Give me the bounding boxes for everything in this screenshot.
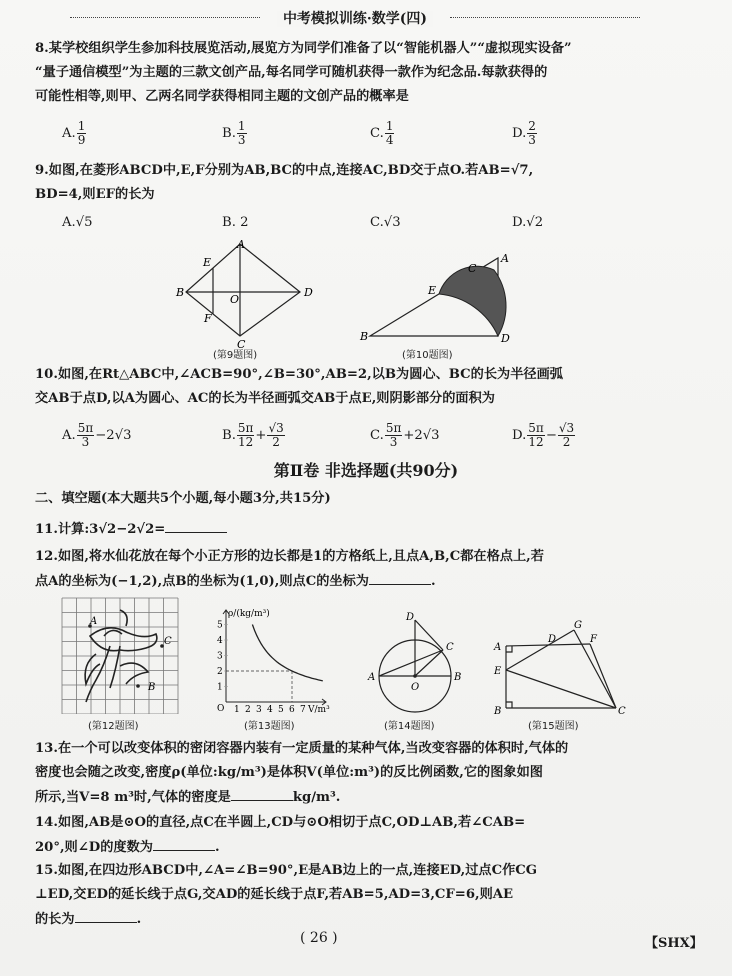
q8-option-d: D. $\frac{2}{3}$ bbox=[512, 119, 536, 147]
q9-option-d: D.√2 bbox=[512, 215, 544, 230]
fig15-label-g: G bbox=[574, 620, 582, 631]
fig13-xtick: 5 bbox=[278, 705, 284, 715]
fig15-label-f: F bbox=[590, 634, 597, 645]
figure-13-graph bbox=[208, 604, 338, 716]
paper-code: 【SHX】 bbox=[645, 936, 703, 951]
q9-option-c: C.√3 bbox=[370, 215, 401, 230]
q8-line2: “量子通信模型”为主题的三款文创产品,每名同学可随机获得一款作为纪念品.每款获得的 bbox=[35, 65, 548, 80]
page-header bbox=[70, 8, 640, 28]
q11-text: 11.计算:3√2−2√2= bbox=[35, 522, 166, 537]
fig13-xtick: 2 bbox=[245, 705, 251, 715]
q11 bbox=[35, 518, 227, 541]
figure-10-triangle bbox=[358, 248, 518, 348]
fig14-label-b: B bbox=[454, 672, 462, 683]
fig14-label-c: C bbox=[446, 642, 454, 653]
fig13-xtick: 6 bbox=[289, 705, 295, 715]
fig13-origin: O bbox=[217, 704, 225, 714]
fig10-label-e: E bbox=[428, 284, 437, 297]
section-title: 第Ⅱ卷 非选择题(共90分) bbox=[273, 461, 459, 480]
q8-line3: 可能性相等,则甲、乙两名同学获得相同主题的文创产品的概率是 bbox=[35, 89, 409, 104]
fig15-label-a: A bbox=[494, 642, 502, 653]
q10-option-b: B. $\frac{5\pi}{12}$ + $\frac{√3}{2}$ bbox=[222, 421, 284, 449]
fig13-ylabel: ρ/(kg/m³) bbox=[228, 609, 270, 619]
fig13-ytick: 2 bbox=[217, 667, 223, 677]
fig13-ytick: 5 bbox=[217, 620, 223, 631]
q10-line1: 10.如图,在Rt△ABC中,∠ACB=90°,∠B=30°,AB=2,以B为圆心、BC的长为半径画弧 bbox=[35, 367, 563, 382]
fig9-caption: (第9题图) bbox=[213, 350, 258, 361]
q13-line2: 密度也会随之改变,密度ρ(单位:kg/m³)是体积V(单位:m³)的反比例函数,它的图象如图 bbox=[35, 765, 543, 780]
q9-option-b: B. 2 bbox=[222, 215, 249, 230]
fig15-label-b: B bbox=[494, 706, 502, 716]
fig15-label-d: D bbox=[548, 634, 557, 645]
q10-option-a: A. $\frac{5\pi}{3}$ −2√3 bbox=[62, 421, 132, 449]
fig10-label-d: C bbox=[468, 262, 477, 275]
fig14-label-a: A bbox=[368, 672, 376, 683]
q9-line1: 9.如图,在菱形ABCD中,E,F分别为AB,BC的中点,连接AC,BD交于点O.若AB=√7, bbox=[35, 163, 534, 178]
header-rule-right bbox=[450, 17, 640, 18]
fig10-label-a: A bbox=[501, 252, 509, 265]
fig13-xtick: 3 bbox=[256, 705, 262, 715]
fig12-caption: (第12题图) bbox=[88, 721, 139, 732]
q11-blank bbox=[165, 518, 227, 533]
fig13-ytick: 4 bbox=[217, 636, 223, 646]
q15-blank bbox=[75, 908, 137, 923]
fig13-xtick: 4 bbox=[267, 705, 273, 715]
fig10-label-c: D bbox=[501, 332, 510, 345]
header-rule-left bbox=[70, 17, 260, 18]
q8-line1: 8.某学校组织学生参加科技展览活动,展览方为同学们准备了以“智能机器人”“虚拟现实设备” bbox=[35, 41, 572, 56]
fig12-label-c: C bbox=[164, 636, 172, 647]
q13-line1: 13.在一个可以改变体积的密闭容器内装有一定质量的某种气体,当改变容器的体积时,气体的 bbox=[35, 741, 569, 756]
q12-line2: 点A的坐标为(−1,2),点B的坐标为(1,0),则点C的坐标为 . bbox=[35, 570, 436, 593]
fig9-label-c: C bbox=[237, 338, 246, 348]
q13-blank bbox=[231, 786, 293, 801]
fig15-caption: (第15题图) bbox=[528, 721, 579, 732]
q15-line2: ⊥ED,交ED的延长线于点G,交AD的延长线于点F,若AB=5,AD=3,CF=6,则AE bbox=[35, 887, 514, 902]
fig12-label-a: A bbox=[90, 616, 98, 627]
fig13-xlabel: V/m³ bbox=[308, 705, 330, 715]
q9-option-a: A.√5 bbox=[62, 215, 93, 230]
page-number: ( 26 ) bbox=[300, 930, 338, 946]
fig9-label-d: D bbox=[304, 286, 313, 299]
q10-option-d: D. $\frac{5\pi}{12}$ − $\frac{√3}{2}$ bbox=[512, 421, 575, 449]
q8-option-c: C. $\frac{1}{4}$ bbox=[370, 119, 394, 147]
q13-line3: 所示,当V=8 m³时,气体的密度是 kg/m³. bbox=[35, 786, 340, 809]
fig10-label-b: B bbox=[360, 330, 369, 343]
q14-line2: 20°,则∠D的度数为 . bbox=[35, 836, 220, 859]
q15-line3: 的长为 . bbox=[35, 908, 141, 931]
fig13-ytick: 3 bbox=[217, 651, 223, 662]
q14-line1: 14.如图,AB是⊙O的直径,点C在半圆上,CD与⊙O相切于点C,OD⊥AB,若∠CAB= bbox=[35, 815, 526, 830]
q12-line1: 12.如图,将水仙花放在每个小正方形的边长都是1的方格纸上,且点A,B,C都在格点上,若 bbox=[35, 549, 544, 564]
figure-12-grid bbox=[60, 596, 180, 714]
q10-line2: 交AB于点D,以A为圆心、AC的长为半径画弧交AB于点E,则阴影部分的面积为 bbox=[35, 391, 495, 406]
q10-option-c: C. $\frac{5\pi}{3}$ +2√3 bbox=[370, 421, 440, 449]
fig14-label-d: D bbox=[406, 612, 415, 623]
q14-blank bbox=[153, 836, 215, 851]
q12-blank bbox=[369, 570, 431, 585]
fig13-ytick: 1 bbox=[217, 682, 223, 693]
fig13-xtick: 1 bbox=[234, 705, 240, 715]
fig12-label-b: B bbox=[148, 682, 156, 693]
header-title: 中考模拟训练·数学(四) bbox=[277, 11, 433, 27]
q15-line1: 15.如图,在四边形ABCD中,∠A=∠B=90°,E是AB边上的一点,连接ED,过点C作CG bbox=[35, 863, 538, 878]
fig10-caption: (第10题图) bbox=[402, 350, 453, 361]
section-part: 二、填空题(本大题共5个小题,每小题3分,共15分) bbox=[35, 491, 331, 506]
figure-14-circle bbox=[365, 606, 469, 714]
fig9-label-f: F bbox=[204, 312, 212, 325]
fig15-label-e: E bbox=[494, 666, 502, 677]
q8-option-a: A. $\frac{1}{9}$ bbox=[62, 119, 86, 147]
fig15-label-c: C bbox=[618, 706, 626, 716]
figure-15-quadrilateral bbox=[490, 618, 630, 716]
fig13-caption: (第13题图) bbox=[244, 721, 295, 732]
fig9-label-e: E bbox=[203, 256, 212, 269]
fig14-caption: (第14题图) bbox=[384, 721, 435, 732]
figure-9-rhombus bbox=[170, 236, 320, 348]
fig9-label-b: B bbox=[176, 286, 185, 299]
q8-option-b: B. $\frac{1}{3}$ bbox=[222, 119, 246, 147]
fig14-label-o: O bbox=[411, 682, 420, 693]
fig13-xtick: 7 bbox=[300, 705, 306, 715]
q9-line2: BD=4,则EF的长为 bbox=[35, 187, 155, 202]
fig9-label-a: A bbox=[237, 238, 245, 251]
fig9-label-o: O bbox=[230, 293, 240, 306]
